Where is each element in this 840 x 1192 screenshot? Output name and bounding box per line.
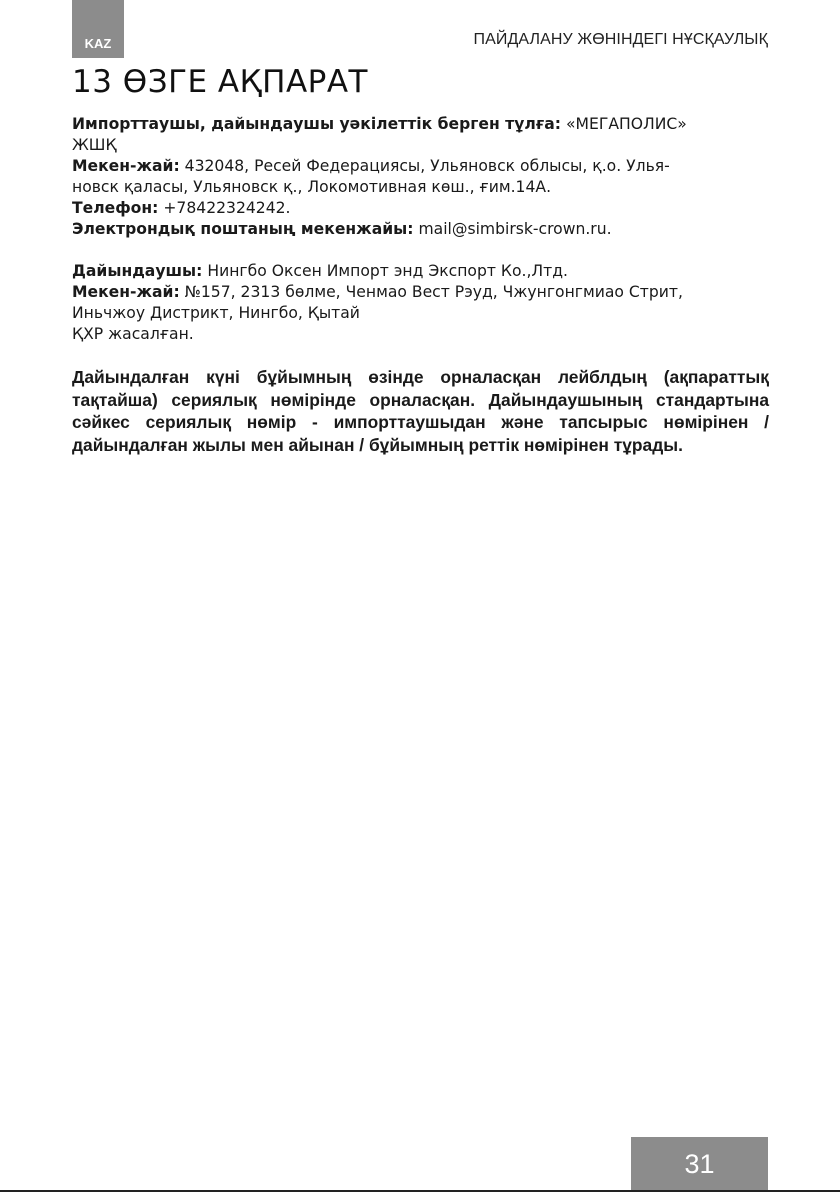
phone-label: Телефон:: [72, 199, 159, 217]
spacer: [72, 240, 769, 261]
running-header: ПАЙДАЛАНУ ЖӨНІНДЕГІ НҰСҚАУЛЫҚ: [473, 31, 768, 48]
language-code: KAZ: [84, 36, 112, 51]
email-label: Электрондық поштаның мекенжайы:: [72, 220, 414, 238]
importer-line-2: ЖШҚ: [72, 136, 117, 154]
importer-address-line-2: новск қаласы, Ульяновск қ., Локомотивная көш., ғим.14А.: [72, 178, 552, 196]
importer-address-value: 432048, Ресей Федерациясы, Ульяновск облысы, қ.о. Улья-: [179, 157, 670, 175]
email-line: [72, 219, 769, 240]
importer-line: [72, 114, 769, 135]
page-number: 31: [684, 1149, 715, 1179]
made-in-line: ҚХР жасалған.: [72, 325, 194, 343]
manufacturer-address-label: Мекен-жай:: [72, 283, 180, 301]
section-title: 13 ӨЗГЕ АҚПАРАТ: [72, 64, 368, 100]
importer-label: Импорттаушы, дайындаушы уәкілеттік берген тұлға:: [72, 115, 562, 133]
manufacturer-label: Дайындаушы:: [72, 262, 203, 280]
content-body: [72, 114, 769, 456]
importer-value: «МЕГАПОЛИС»: [561, 115, 687, 133]
language-tab: [72, 0, 124, 58]
phone-value: +78422324242.: [158, 199, 291, 217]
production-date-note: Дайындалған күні бұйымның өзінде орналасқан лейблдың (ақпараттық тақтайша) сериялық нөмірінде орналасқан. Дайындаушының стандартына сәйкес сериялық нөмір - импорттаушыдан және тапсырыс нөмірінен / дайындалған жылы мен айынан / бұйымның реттік нөмірінен тұрады.: [72, 367, 769, 455]
page-number-box: [631, 1137, 768, 1192]
email-value: mail@simbirsk-crown.ru.: [413, 220, 612, 238]
importer-address-line: [72, 156, 769, 177]
manufacturer-value: Нингбо Оксен Импорт энд Экспорт Ко.,Лтд.: [202, 262, 568, 280]
manufacturer-address-value: №157, 2313 бөлме, Ченмао Вест Рэуд, Чжунгонгмиао Стрит,: [179, 283, 683, 301]
spacer: [72, 345, 769, 366]
importer-address-label: Мекен-жай:: [72, 157, 180, 175]
manufacturer-address-line: [72, 282, 769, 303]
manufacturer-address-line-2: Иньчжоу Дистрикт, Нингбо, Қытай: [72, 304, 360, 322]
manufacturer-line: [72, 261, 769, 282]
phone-line: [72, 198, 769, 219]
